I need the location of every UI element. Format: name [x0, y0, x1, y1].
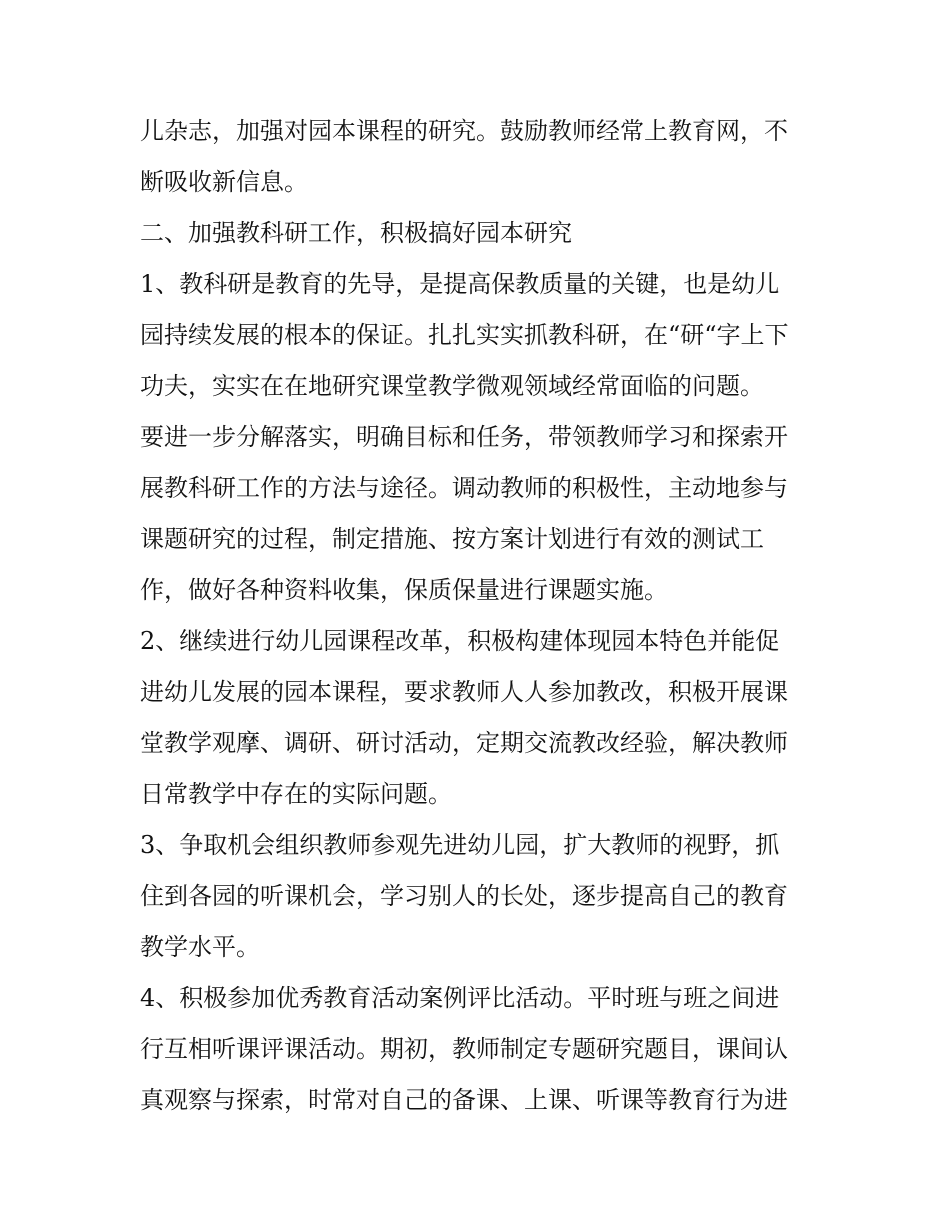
text-line: 住到各园的听课机会，学习别人的长处，逐步提高自己的教育	[140, 882, 788, 910]
document-body	[140, 106, 830, 1126]
text-line: 行互相听课评课活动。期初，教师制定专题研究题目，课间认	[140, 1035, 788, 1063]
text-line: 作，做好各种资料收集，保质保量进行课题实施。	[140, 576, 668, 604]
text-line: 儿杂志，加强对园本课程的研究。鼓励教师经常上教育网，不	[140, 117, 788, 145]
text-line: 3、争取机会组织教师参观先进幼儿园，扩大教师的视野，抓	[140, 831, 780, 859]
text-line: 课题研究的过程，制定措施、按方案计划进行有效的测试工	[140, 525, 764, 553]
text-line: 真观察与探索，时常对自己的备课、上课、听课等教育行为进	[140, 1086, 788, 1114]
text-line: 功夫，实实在在地研究课堂教学微观领域经常面临的问题。	[140, 372, 764, 400]
text-line: 进幼儿发展的园本课程，要求教师人人参加教改，积极开展课	[140, 678, 788, 706]
text-line: 断吸收新信息。	[140, 168, 308, 196]
text-line: 1、教科研是教育的先导，是提高保教质量的关键，也是幼儿	[140, 270, 780, 298]
text-line: 4、积极参加优秀教育活动案例评比活动。平时班与班之间进	[140, 984, 780, 1012]
text-line: 展教科研工作的方法与途径。调动教师的积极性，主动地参与	[140, 474, 788, 502]
text-line: 要进一步分解落实，明确目标和任务，带领教师学习和探索开	[140, 423, 788, 451]
text-line: 2、继续进行幼儿园课程改革，积极构建体现园本特色并能促	[140, 627, 780, 655]
text-line: 教学水平。	[140, 933, 260, 961]
text-line: 日常教学中存在的实际问题。	[140, 780, 452, 808]
section-heading: 二、加强教科研工作，积极搞好园本研究	[140, 219, 572, 247]
text-line: 堂教学观摩、调研、研讨活动，定期交流教改经验，解决教师	[140, 729, 788, 757]
text-line: 园持续发展的根本的保证。扎扎实实抓教科研，在“研“字上下	[140, 321, 789, 349]
